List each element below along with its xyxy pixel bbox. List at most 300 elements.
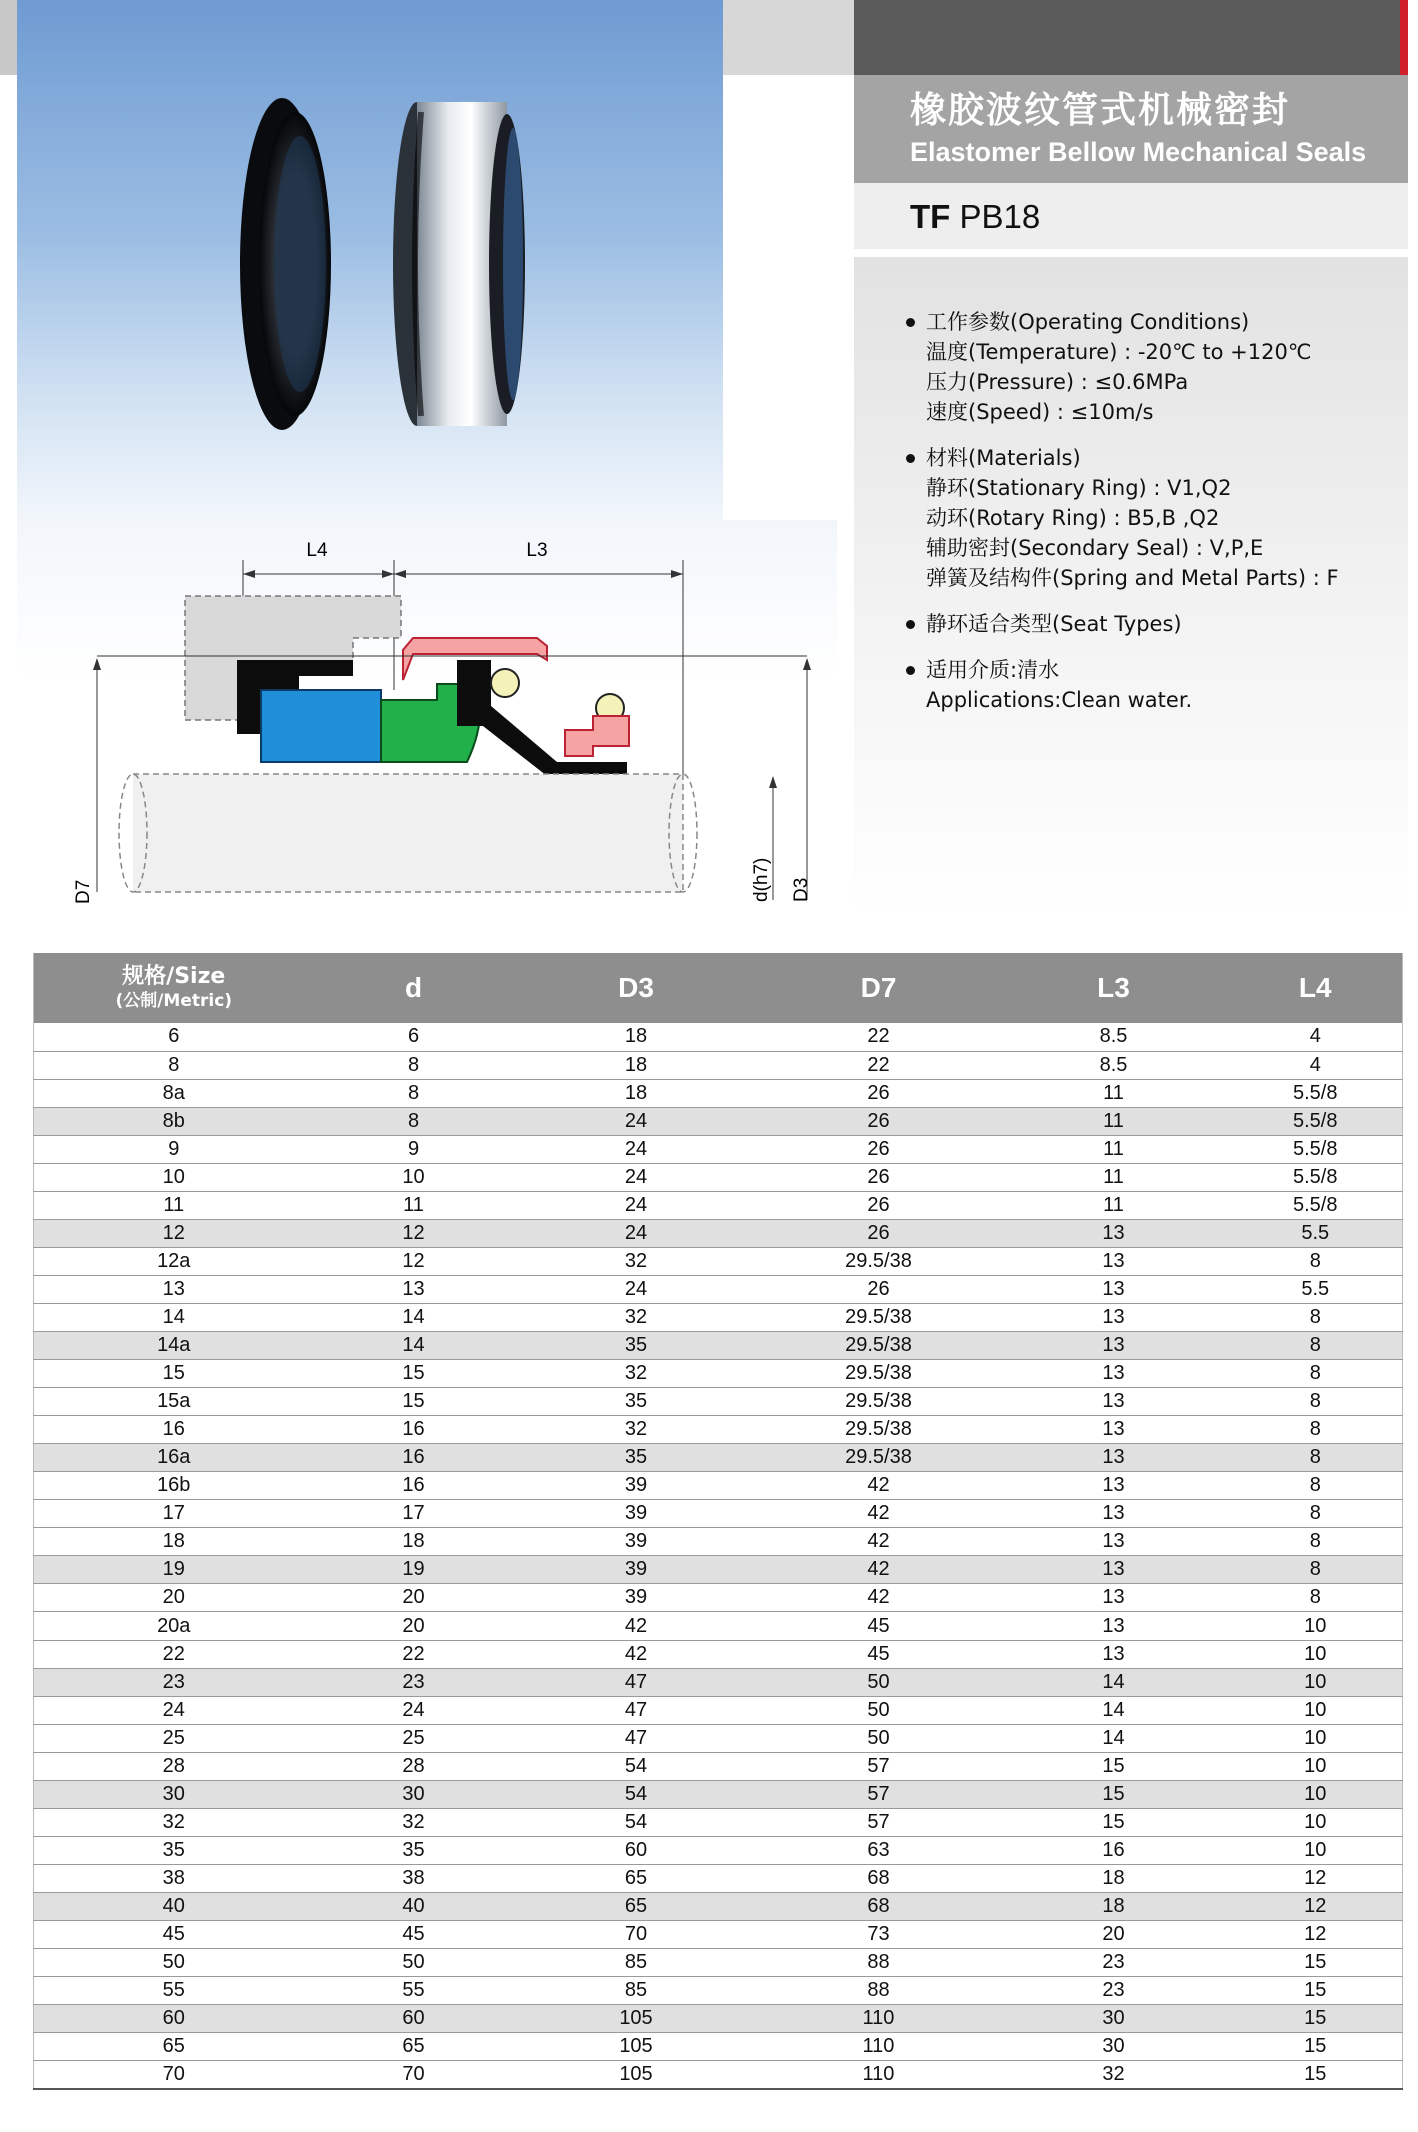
cell-l4: 10	[1229, 1752, 1403, 1780]
cell-d7: 22	[759, 1051, 999, 1079]
cell-size: 15a	[34, 1388, 314, 1416]
header-light-block	[723, 0, 854, 75]
cell-d: 35	[314, 1836, 514, 1864]
cell-d: 18	[314, 1528, 514, 1556]
cell-d: 8	[314, 1107, 514, 1135]
cell-l3: 11	[999, 1135, 1229, 1163]
table-row	[34, 1640, 1403, 1668]
cell-d3: 47	[514, 1724, 759, 1752]
cell-l4: 15	[1229, 2033, 1403, 2061]
cell-size: 10	[34, 1163, 314, 1191]
cell-l4: 8	[1229, 1500, 1403, 1528]
cell-d: 10	[314, 1163, 514, 1191]
cell-d3: 39	[514, 1528, 759, 1556]
cell-size: 25	[34, 1724, 314, 1752]
cell-d7: 26	[759, 1191, 999, 1219]
cell-size: 65	[34, 2033, 314, 2061]
shaft-outline	[133, 774, 683, 892]
cell-size: 35	[34, 1836, 314, 1864]
cell-l3: 14	[999, 1696, 1229, 1724]
cell-d3: 18	[514, 1023, 759, 1051]
table-row	[34, 1752, 1403, 1780]
cell-l3: 11	[999, 1163, 1229, 1191]
cell-l4: 8	[1229, 1472, 1403, 1500]
cell-d7: 68	[759, 1864, 999, 1892]
cell-l4: 15	[1229, 1949, 1403, 1977]
cell-l4: 10	[1229, 1668, 1403, 1696]
cell-size: 12	[34, 1219, 314, 1247]
spring-coil-front	[491, 669, 519, 697]
cell-size: 38	[34, 1864, 314, 1892]
table-row	[34, 1332, 1403, 1360]
cell-l4: 10	[1229, 1808, 1403, 1836]
table-row	[34, 1135, 1403, 1163]
cell-l3: 30	[999, 2005, 1229, 2033]
table-row	[34, 1696, 1403, 1724]
table-row	[34, 1051, 1403, 1079]
cell-size: 22	[34, 1640, 314, 1668]
table-row	[34, 1668, 1403, 1696]
table-row	[34, 2061, 1403, 2090]
col-size-title: 规格/Size	[122, 964, 226, 989]
table-row	[34, 1584, 1403, 1612]
cell-l4: 10	[1229, 1612, 1403, 1640]
model-band	[854, 183, 1408, 253]
cell-l4: 8	[1229, 1416, 1403, 1444]
cell-d3: 24	[514, 1163, 759, 1191]
cell-l4: 5.5/8	[1229, 1135, 1403, 1163]
cell-l3: 23	[999, 1949, 1229, 1977]
table-row	[34, 1864, 1403, 1892]
cell-l3: 32	[999, 2061, 1229, 2090]
cell-size: 16b	[34, 1472, 314, 1500]
cell-size: 70	[34, 2061, 314, 2090]
cell-l4: 8	[1229, 1388, 1403, 1416]
stationary-ring-section	[261, 690, 381, 762]
cell-d7: 45	[759, 1612, 999, 1640]
cell-d3: 42	[514, 1612, 759, 1640]
cell-d3: 70	[514, 1921, 759, 1949]
table-row	[34, 1892, 1403, 1920]
d7-label: D7	[73, 879, 94, 904]
table-row	[34, 1191, 1403, 1219]
cell-d7: 26	[759, 1079, 999, 1107]
cell-d: 60	[314, 2005, 514, 2033]
cell-d: 28	[314, 1752, 514, 1780]
cell-size: 55	[34, 1977, 314, 2005]
cell-size: 60	[34, 2005, 314, 2033]
cell-d: 8	[314, 1079, 514, 1107]
cell-size: 40	[34, 1892, 314, 1920]
cell-size: 6	[34, 1023, 314, 1051]
cell-d: 19	[314, 1556, 514, 1584]
cell-size: 19	[34, 1556, 314, 1584]
operating-conditions	[906, 307, 1408, 427]
cell-size: 14	[34, 1303, 314, 1331]
d-label: d(h7)	[751, 857, 772, 902]
cell-l3: 13	[999, 1360, 1229, 1388]
cell-d3: 47	[514, 1668, 759, 1696]
col-size-header	[34, 953, 314, 1023]
cell-d: 24	[314, 1696, 514, 1724]
speed-line: 速度(Speed) : ≤10m/s	[926, 400, 1154, 424]
cell-d7: 110	[759, 2061, 999, 2090]
cell-l3: 20	[999, 1921, 1229, 1949]
cell-d7: 26	[759, 1219, 999, 1247]
d3-label: D3	[791, 877, 812, 902]
media-group	[906, 655, 1408, 715]
cell-l4: 12	[1229, 1864, 1403, 1892]
cell-l3: 18	[999, 1864, 1229, 1892]
cell-d: 30	[314, 1780, 514, 1808]
col-d7-header: D7	[759, 953, 999, 1023]
cell-size: 45	[34, 1921, 314, 1949]
cell-d7: 29.5/38	[759, 1388, 999, 1416]
cell-size: 12a	[34, 1247, 314, 1275]
table-row	[34, 2005, 1403, 2033]
table-row	[34, 1500, 1403, 1528]
cell-d: 38	[314, 1864, 514, 1892]
cell-d3: 32	[514, 1303, 759, 1331]
cell-l4: 10	[1229, 1724, 1403, 1752]
table-row	[34, 2033, 1403, 2061]
cell-size: 50	[34, 1949, 314, 1977]
cell-d3: 85	[514, 1949, 759, 1977]
cell-l3: 13	[999, 1556, 1229, 1584]
cell-d: 50	[314, 1949, 514, 1977]
drive-band-section	[565, 716, 629, 756]
cell-d: 25	[314, 1724, 514, 1752]
cell-size: 20a	[34, 1612, 314, 1640]
cell-d7: 57	[759, 1780, 999, 1808]
cell-size: 20	[34, 1584, 314, 1612]
cell-size: 13	[34, 1275, 314, 1303]
media-heading: 适用介质:清水	[906, 655, 1408, 685]
cell-d3: 24	[514, 1191, 759, 1219]
cell-d3: 35	[514, 1332, 759, 1360]
cell-l3: 11	[999, 1191, 1229, 1219]
applications-line: Applications:Clean water.	[926, 688, 1193, 712]
cell-l3: 13	[999, 1275, 1229, 1303]
cell-d: 40	[314, 1892, 514, 1920]
cell-l4: 10	[1229, 1696, 1403, 1724]
product-photo	[17, 0, 723, 520]
cell-d7: 42	[759, 1556, 999, 1584]
cell-l4: 12	[1229, 1921, 1403, 1949]
table-row	[34, 1444, 1403, 1472]
cell-d: 17	[314, 1500, 514, 1528]
cell-l4: 15	[1229, 1977, 1403, 2005]
cell-d3: 60	[514, 1836, 759, 1864]
table-row	[34, 1556, 1403, 1584]
cell-l3: 8.5	[999, 1051, 1229, 1079]
cell-d3: 54	[514, 1808, 759, 1836]
cell-l3: 16	[999, 1836, 1229, 1864]
cell-d3: 24	[514, 1135, 759, 1163]
cell-d3: 24	[514, 1219, 759, 1247]
cell-l3: 13	[999, 1416, 1229, 1444]
cell-d: 15	[314, 1388, 514, 1416]
cell-l3: 13	[999, 1247, 1229, 1275]
temperature-line: 温度(Temperature) : -20℃ to +120℃	[926, 340, 1312, 364]
header-dark-block	[854, 0, 1400, 75]
cell-l3: 30	[999, 2033, 1229, 2061]
cell-l4: 8	[1229, 1303, 1403, 1331]
cell-l3: 13	[999, 1640, 1229, 1668]
cell-d7: 68	[759, 1892, 999, 1920]
l4-label: L4	[306, 540, 328, 561]
cell-d3: 105	[514, 2033, 759, 2061]
title-band	[854, 75, 1408, 183]
col-d-header: d	[314, 953, 514, 1023]
cell-d: 20	[314, 1612, 514, 1640]
cell-l4: 4	[1229, 1051, 1403, 1079]
cell-l3: 13	[999, 1444, 1229, 1472]
model-title	[910, 198, 1040, 235]
cell-l4: 15	[1229, 2061, 1403, 2090]
cell-l3: 13	[999, 1388, 1229, 1416]
cell-l4: 8	[1229, 1556, 1403, 1584]
cell-d7: 50	[759, 1668, 999, 1696]
cell-l4: 8	[1229, 1332, 1403, 1360]
cell-l4: 10	[1229, 1836, 1403, 1864]
cell-size: 16a	[34, 1444, 314, 1472]
cell-l3: 14	[999, 1668, 1229, 1696]
pressure-line: 压力(Pressure) : ≤0.6MPa	[926, 370, 1189, 394]
size-table	[33, 953, 1403, 2090]
col-d3-header: D3	[514, 953, 759, 1023]
cell-d3: 65	[514, 1864, 759, 1892]
cell-d: 65	[314, 2033, 514, 2061]
table-row	[34, 1836, 1403, 1864]
cell-l3: 13	[999, 1219, 1229, 1247]
cell-size: 17	[34, 1500, 314, 1528]
cell-d3: 24	[514, 1107, 759, 1135]
cell-l4: 8	[1229, 1584, 1403, 1612]
table-row	[34, 1724, 1403, 1752]
cell-d3: 18	[514, 1051, 759, 1079]
cell-l4: 5.5	[1229, 1219, 1403, 1247]
cell-l3: 15	[999, 1808, 1229, 1836]
cell-d3: 54	[514, 1752, 759, 1780]
table-row	[34, 1275, 1403, 1303]
cell-d7: 29.5/38	[759, 1247, 999, 1275]
cell-size: 32	[34, 1808, 314, 1836]
cell-d: 11	[314, 1191, 514, 1219]
table-row	[34, 1416, 1403, 1444]
cell-d3: 18	[514, 1079, 759, 1107]
table-row	[34, 1247, 1403, 1275]
cell-l4: 8	[1229, 1247, 1403, 1275]
cell-d3: 32	[514, 1247, 759, 1275]
cell-d: 12	[314, 1247, 514, 1275]
materials-group	[906, 443, 1408, 593]
table-row	[34, 1388, 1403, 1416]
cell-l4: 4	[1229, 1023, 1403, 1051]
rotary-front-face	[503, 128, 523, 400]
seal-cross-section	[17, 520, 837, 920]
table-row	[34, 1921, 1403, 1949]
cell-size: 15	[34, 1360, 314, 1388]
title-chinese: 橡胶波纹管式机械密封	[910, 90, 1291, 131]
conditions-heading: 工作参数(Operating Conditions)	[906, 307, 1408, 337]
cell-d: 13	[314, 1275, 514, 1303]
cell-d7: 57	[759, 1808, 999, 1836]
cell-d3: 32	[514, 1360, 759, 1388]
cell-l4: 5.5/8	[1229, 1079, 1403, 1107]
rotary-ring-line: 动环(Rotary Ring) : B5,B ,Q2	[926, 506, 1220, 530]
col-size-subtitle: (公制/Metric)	[115, 991, 233, 1011]
cell-d7: 29.5/38	[759, 1360, 999, 1388]
cell-size: 30	[34, 1780, 314, 1808]
secondary-seal-line: 辅助密封(Secondary Seal) : V,P,E	[926, 536, 1264, 560]
cell-d7: 63	[759, 1836, 999, 1864]
table-row	[34, 1780, 1403, 1808]
cell-d7: 26	[759, 1275, 999, 1303]
cell-l3: 11	[999, 1107, 1229, 1135]
cell-d: 9	[314, 1135, 514, 1163]
table-row	[34, 1949, 1403, 1977]
cell-d: 14	[314, 1332, 514, 1360]
table-row	[34, 1808, 1403, 1836]
cell-l3: 8.5	[999, 1023, 1229, 1051]
cell-d: 8	[314, 1051, 514, 1079]
specifications-panel	[854, 257, 1408, 917]
cell-d7: 110	[759, 2005, 999, 2033]
cell-size: 14a	[34, 1332, 314, 1360]
cell-l4: 10	[1229, 1640, 1403, 1668]
cell-l4: 5.5/8	[1229, 1191, 1403, 1219]
table-row	[34, 1612, 1403, 1640]
cell-d3: 65	[514, 1892, 759, 1920]
cell-d7: 29.5/38	[759, 1444, 999, 1472]
cell-l3: 11	[999, 1079, 1229, 1107]
cell-d7: 50	[759, 1724, 999, 1752]
cell-d7: 26	[759, 1135, 999, 1163]
seat-types-heading: 静环适合类型(Seat Types)	[906, 609, 1408, 639]
cell-d7: 88	[759, 1977, 999, 2005]
cell-l3: 13	[999, 1584, 1229, 1612]
title-english: Elastomer Bellow Mechanical Seals	[910, 137, 1367, 167]
cell-size: 18	[34, 1528, 314, 1556]
cell-d3: 39	[514, 1556, 759, 1584]
cell-l4: 8	[1229, 1444, 1403, 1472]
col-l4-header: L4	[1229, 953, 1403, 1023]
table-row	[34, 1163, 1403, 1191]
table-row	[34, 1472, 1403, 1500]
cell-d3: 35	[514, 1444, 759, 1472]
cell-d3: 105	[514, 2005, 759, 2033]
cell-d: 32	[314, 1808, 514, 1836]
cell-d7: 110	[759, 2033, 999, 2061]
cell-d: 55	[314, 1977, 514, 2005]
cell-l4: 5.5/8	[1229, 1163, 1403, 1191]
cell-l3: 14	[999, 1724, 1229, 1752]
cell-size: 24	[34, 1696, 314, 1724]
table-row	[34, 1219, 1403, 1247]
seat-ring-inner	[274, 136, 326, 392]
cell-l4: 8	[1229, 1528, 1403, 1556]
cell-d: 14	[314, 1303, 514, 1331]
cell-d7: 45	[759, 1640, 999, 1668]
cell-size: 28	[34, 1752, 314, 1780]
materials-heading: 材料(Materials)	[906, 443, 1408, 473]
cell-d: 16	[314, 1444, 514, 1472]
cell-l4: 10	[1229, 1780, 1403, 1808]
cell-d7: 50	[759, 1696, 999, 1724]
corner-gray-block	[0, 0, 17, 75]
cell-d3: 39	[514, 1584, 759, 1612]
cell-d7: 29.5/38	[759, 1416, 999, 1444]
cell-d3: 54	[514, 1780, 759, 1808]
cell-d: 15	[314, 1360, 514, 1388]
cell-l3: 23	[999, 1977, 1229, 2005]
cross-section-diagram	[17, 520, 837, 920]
table-row	[34, 1079, 1403, 1107]
cell-l4: 8	[1229, 1360, 1403, 1388]
l3-label: L3	[526, 540, 548, 561]
cell-d7: 26	[759, 1107, 999, 1135]
cell-d3: 35	[514, 1388, 759, 1416]
table-row	[34, 1977, 1403, 2005]
cell-d7: 42	[759, 1472, 999, 1500]
seat-types-group	[906, 609, 1408, 639]
cell-d3: 47	[514, 1696, 759, 1724]
cell-d3: 24	[514, 1275, 759, 1303]
spring-metal-line: 弹簧及结构件(Spring and Metal Parts) : F	[926, 566, 1339, 590]
cell-d7: 22	[759, 1023, 999, 1051]
cell-d: 22	[314, 1640, 514, 1668]
cell-d7: 88	[759, 1949, 999, 1977]
model-prefix: TF	[910, 198, 951, 235]
cell-d3: 39	[514, 1472, 759, 1500]
cell-d7: 26	[759, 1163, 999, 1191]
cell-d7: 42	[759, 1528, 999, 1556]
cell-size: 9	[34, 1135, 314, 1163]
cell-l3: 13	[999, 1303, 1229, 1331]
cell-l3: 15	[999, 1752, 1229, 1780]
cell-size: 23	[34, 1668, 314, 1696]
cell-l3: 13	[999, 1528, 1229, 1556]
cell-d7: 29.5/38	[759, 1332, 999, 1360]
cell-d: 70	[314, 2061, 514, 2090]
cell-d: 20	[314, 1584, 514, 1612]
cell-l3: 13	[999, 1500, 1229, 1528]
cell-size: 16	[34, 1416, 314, 1444]
table-row	[34, 1303, 1403, 1331]
cell-d3: 105	[514, 2061, 759, 2090]
seal-photo-illustration	[17, 0, 723, 520]
cell-d7: 42	[759, 1584, 999, 1612]
cell-d3: 39	[514, 1500, 759, 1528]
cell-l4: 12	[1229, 1892, 1403, 1920]
header-red-accent	[1400, 0, 1408, 75]
cell-d: 45	[314, 1921, 514, 1949]
cell-d: 23	[314, 1668, 514, 1696]
cell-d7: 57	[759, 1752, 999, 1780]
cell-l4: 15	[1229, 2005, 1403, 2033]
table-row	[34, 1023, 1403, 1051]
cell-d3: 85	[514, 1977, 759, 2005]
cell-d3: 42	[514, 1640, 759, 1668]
cell-l4: 5.5/8	[1229, 1107, 1403, 1135]
cell-d: 12	[314, 1219, 514, 1247]
cell-size: 8	[34, 1051, 314, 1079]
cell-size: 8a	[34, 1079, 314, 1107]
cell-d7: 42	[759, 1500, 999, 1528]
cell-size: 8b	[34, 1107, 314, 1135]
cell-d: 16	[314, 1472, 514, 1500]
